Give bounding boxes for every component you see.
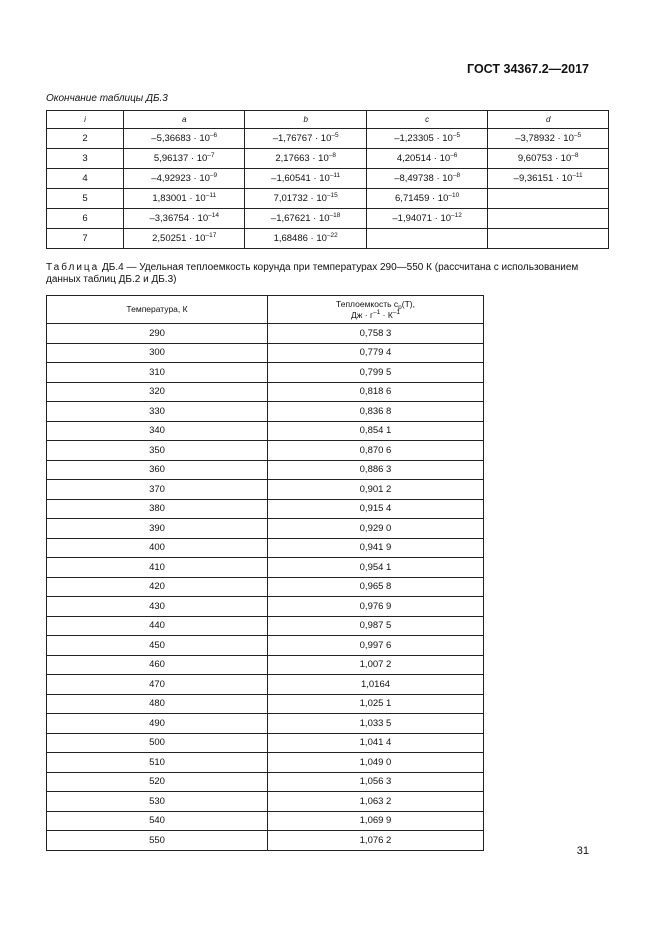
table-cell: $2,17663 \cdot 10^{-8}$ (245, 149, 366, 169)
temperature-cell: 360 (47, 460, 268, 480)
heat-capacity-cell: 0,854 1 (268, 421, 484, 441)
temperature-cell: 300 (47, 343, 268, 363)
table-cell: 5 (47, 189, 124, 209)
table-cell: $-8,49738 \cdot 10^{-8}$ (366, 169, 487, 189)
heat-capacity-cell: 0,954 1 (268, 558, 484, 578)
temperature-cell: 490 (47, 714, 268, 734)
table-cell: $-1,76767 \cdot 10^{-5}$ (245, 129, 366, 149)
table-cell: 4 (47, 169, 124, 189)
heat-capacity-cell: 1,076 2 (268, 831, 484, 851)
table-row (47, 772, 484, 792)
temperature-cell: 430 (47, 597, 268, 617)
table-row (47, 714, 484, 734)
table-db3 (46, 110, 609, 249)
table-row (47, 694, 484, 714)
table-cell: $-1,67621 \cdot 10^{-18}$ (245, 209, 366, 229)
heat-capacity-cell: 0,901 2 (268, 480, 484, 500)
heat-capacity-cell: 0,886 3 (268, 460, 484, 480)
table-row (47, 441, 484, 461)
table-row (47, 811, 484, 831)
table-cell (366, 229, 487, 249)
table-cell: $-3,36754 \cdot 10^{-14}$ (124, 209, 245, 229)
heat-capacity-cell: 1,0164 (268, 675, 484, 695)
temperature-cell: 370 (47, 480, 268, 500)
table-cell (488, 229, 609, 249)
table-row (47, 675, 484, 695)
table-row (47, 402, 484, 422)
temperature-cell: 310 (47, 363, 268, 383)
table-cell: $5,96137 \cdot 10^{-7}$ (124, 149, 245, 169)
table-db4-caption (46, 262, 609, 286)
table-row (47, 499, 484, 519)
temperature-cell: 400 (47, 538, 268, 558)
heat-capacity-cell: 0,779 4 (268, 343, 484, 363)
table-cell: 7 (47, 229, 124, 249)
temperature-cell: 460 (47, 655, 268, 675)
table-cell: $-4,92923 \cdot 10^{-9}$ (124, 169, 245, 189)
table-cell: $-5,36683 \cdot 10^{-6}$ (124, 129, 245, 149)
table-caption-text: ДБ.4 — Удельная теплоемкость корунда при температурах 290—550 К (рассчитана с использованием данных таблиц ДБ.2 и ДБ.3) (46, 262, 579, 285)
temperature-cell: 500 (47, 733, 268, 753)
temperature-cell: 550 (47, 831, 268, 851)
table-row (47, 636, 484, 656)
heat-capacity-cell: 1,025 1 (268, 694, 484, 714)
table-row (47, 421, 484, 441)
table-cell: 6 (47, 209, 124, 229)
table-row (47, 229, 609, 249)
heat-capacity-cell: 1,056 3 (268, 772, 484, 792)
table-row (47, 460, 484, 480)
temperature-cell: 380 (47, 499, 268, 519)
table-cell: $-1,94071 \cdot 10^{-12}$ (366, 209, 487, 229)
heat-capacity-cell: 0,870 6 (268, 441, 484, 461)
table-row (47, 480, 484, 500)
heat-capacity-cell: 0,836 8 (268, 402, 484, 422)
heat-capacity-cell: 1,041 4 (268, 733, 484, 753)
table-row (47, 597, 484, 617)
table-row (47, 558, 484, 578)
table-row (47, 363, 484, 383)
table-cell: $6,71459 \cdot 10^{-10}$ (366, 189, 487, 209)
table-cell: $-3,78932 \cdot 10^{-5}$ (488, 129, 609, 149)
table-row (47, 169, 609, 189)
temperature-cell: 340 (47, 421, 268, 441)
heat-capacity-cell: 0,915 4 (268, 499, 484, 519)
temperature-cell: 320 (47, 382, 268, 402)
table-row (47, 538, 484, 558)
temperature-cell: 330 (47, 402, 268, 422)
table-cell: $-1,60541 \cdot 10^{-11}$ (245, 169, 366, 189)
column-header-heat-capacity: Теплоемкость $c_p(T)$, Дж · $г^{-1} \cdot К^{-1}$ (268, 296, 484, 324)
table-cell: $4,20514 \cdot 10^{-6}$ (366, 149, 487, 169)
column-header-c: c (366, 111, 487, 129)
table-cell: $1,68486 \cdot 10^{-22}$ (245, 229, 366, 249)
heat-capacity-cell: 0,758 3 (268, 324, 484, 344)
table-row (47, 129, 609, 149)
temperature-cell: 350 (47, 441, 268, 461)
column-header-b: b (245, 111, 366, 129)
table-cell: $2,50251 \cdot 10^{-17}$ (124, 229, 245, 249)
heat-capacity-cell: 1,049 0 (268, 753, 484, 773)
table-row (47, 382, 484, 402)
temperature-cell: 480 (47, 694, 268, 714)
column-header-i: i (47, 111, 124, 129)
table-row (47, 577, 484, 597)
heat-capacity-cell: 1,007 2 (268, 655, 484, 675)
heat-capacity-cell: 0,965 8 (268, 577, 484, 597)
table-db4 (46, 295, 484, 851)
column-header-temperature: Температура, К (47, 296, 268, 324)
table-row (47, 209, 609, 229)
table-db3-header-row (47, 111, 609, 129)
heat-capacity-cell: 0,987 5 (268, 616, 484, 636)
table-cell (488, 209, 609, 229)
table-cell: $7,01732 \cdot 10^{-15}$ (245, 189, 366, 209)
standard-designation: ГОСТ 34367.2—2017 (467, 62, 589, 76)
table-row (47, 616, 484, 636)
table-row (47, 792, 484, 812)
table-row (47, 831, 484, 851)
table-row (47, 655, 484, 675)
temperature-cell: 290 (47, 324, 268, 344)
temperature-cell: 410 (47, 558, 268, 578)
table-cell: 2 (47, 129, 124, 149)
table-row (47, 324, 484, 344)
table-cell: $9,60753 \cdot 10^{-8}$ (488, 149, 609, 169)
table-db4-header-row (47, 296, 484, 324)
heat-capacity-cell: 0,941 9 (268, 538, 484, 558)
temperature-cell: 440 (47, 616, 268, 636)
table-cell: $1,83001 \cdot 10^{-11}$ (124, 189, 245, 209)
table-row (47, 189, 609, 209)
table-row (47, 149, 609, 169)
temperature-cell: 420 (47, 577, 268, 597)
table-cell (488, 189, 609, 209)
temperature-cell: 530 (47, 792, 268, 812)
temperature-cell: 390 (47, 519, 268, 539)
table-cell: $-1,23305 \cdot 10^{-5}$ (366, 129, 487, 149)
heat-capacity-cell: 1,063 2 (268, 792, 484, 812)
heat-capacity-cell: 1,069 9 (268, 811, 484, 831)
temperature-cell: 520 (47, 772, 268, 792)
heat-capacity-cell: 0,929 0 (268, 519, 484, 539)
table-label: Таблица (46, 262, 100, 273)
page-number: 31 (576, 845, 589, 857)
heat-capacity-cell: 0,997 6 (268, 636, 484, 656)
temperature-cell: 540 (47, 811, 268, 831)
heat-capacity-cell: 0,818 6 (268, 382, 484, 402)
heat-capacity-cell: 0,799 5 (268, 363, 484, 383)
column-header-a: a (124, 111, 245, 129)
heat-capacity-cell: 0,976 9 (268, 597, 484, 617)
table-row (47, 733, 484, 753)
temperature-cell: 450 (47, 636, 268, 656)
table-cell: 3 (47, 149, 124, 169)
table-row (47, 343, 484, 363)
table-db3-continuation-title: Окончание таблицы ДБ.3 (46, 93, 168, 104)
temperature-cell: 470 (47, 675, 268, 695)
table-cell: $-9,36151 \cdot 10^{-11}$ (488, 169, 609, 189)
column-header-d: d (488, 111, 609, 129)
heat-capacity-cell: 1,033 5 (268, 714, 484, 734)
temperature-cell: 510 (47, 753, 268, 773)
table-row (47, 519, 484, 539)
table-row (47, 753, 484, 773)
